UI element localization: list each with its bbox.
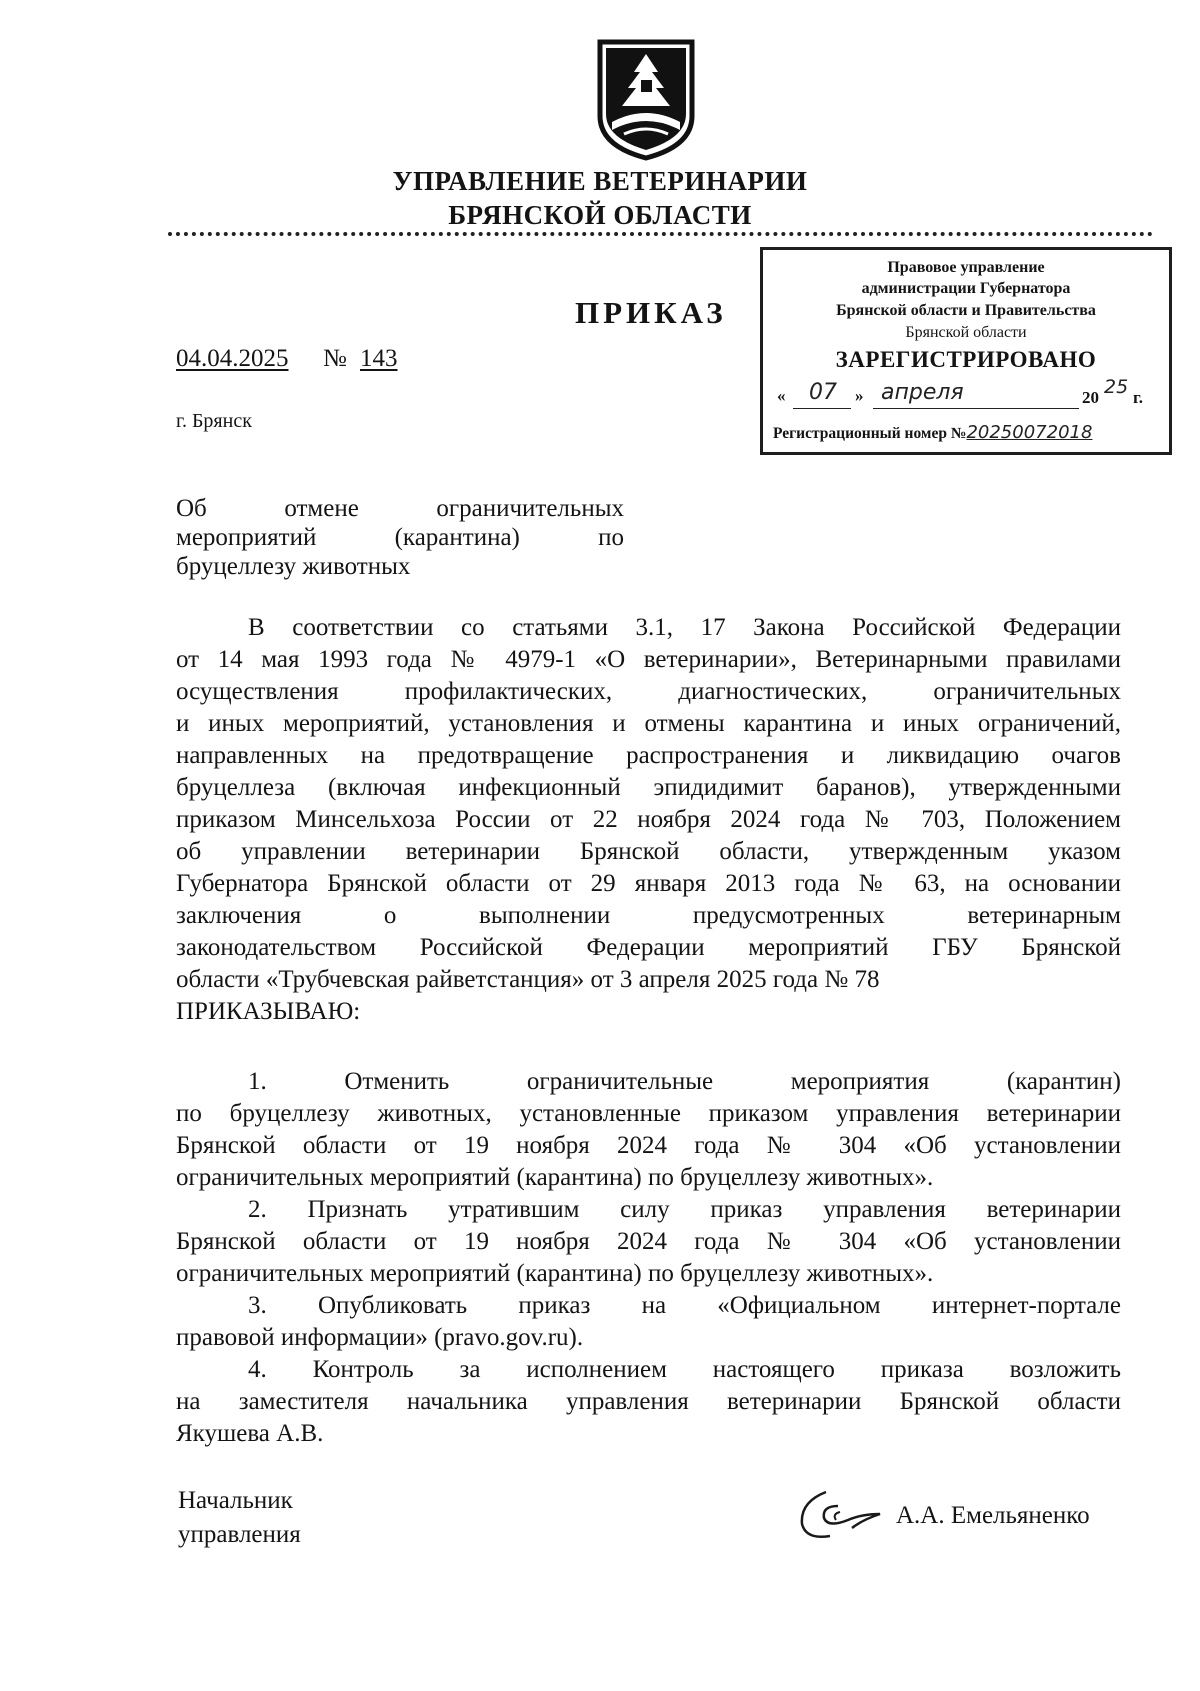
header-divider bbox=[168, 232, 1153, 236]
stamp-line3: Брянской области и Правительства bbox=[836, 302, 1096, 319]
stamp-line2: администрации Губернатора bbox=[861, 280, 1071, 297]
order-item-1-line: Брянской области от 19 ноября 2024 года № 304 «Об установлении bbox=[176, 1132, 1121, 1159]
body-line: В соответствии со статьями 3.1, 17 Закона Российской Федерации bbox=[248, 614, 1121, 641]
stamp-line4: Брянской области bbox=[905, 324, 1027, 341]
order-item-2-line: ограничительных мероприятий (карантина) по бруцеллезу животных». bbox=[176, 1260, 934, 1287]
stamp-year-prefix: 20 bbox=[1082, 388, 1099, 407]
registration-stamp bbox=[760, 247, 1172, 455]
order-item-1-line: по бруцеллезу животных, установленные приказом управления ветеринарии bbox=[176, 1100, 1121, 1127]
signatory-position-line2: управления bbox=[178, 1521, 301, 1548]
body-line: приказом Минсельхоза России от 22 ноября 2024 года № 703, Положением bbox=[176, 806, 1121, 833]
organization-name-line2: БРЯНСКОЙ ОБЛАСТИ bbox=[448, 200, 752, 230]
stamp-day: 07 bbox=[809, 380, 837, 405]
stamp-registration-number: 20250072018 bbox=[966, 422, 1093, 443]
stamp-registration-row bbox=[773, 422, 1168, 443]
order-item-2-line: Брянской области от 19 ноября 2024 года № 304 «Об установлении bbox=[176, 1228, 1121, 1255]
body-line: Губернатора Брянской области от 29 января 2013 года № 63, на основании bbox=[176, 870, 1121, 897]
body-line: от 14 мая 1993 года № 4979-1 «О ветеринарии», Ветеринарными правилами bbox=[176, 646, 1121, 673]
document-number: 143 bbox=[360, 345, 398, 372]
order-item-4-line: 4. Контроль за исполнением настоящего приказа возложить bbox=[248, 1356, 1121, 1383]
document-date: 04.04.2025 bbox=[176, 345, 289, 372]
order-item-2-line: 2. Признать утратившим силу приказ управления ветеринарии bbox=[248, 1196, 1121, 1223]
coat-of-arms-icon bbox=[594, 38, 698, 162]
body-line: и иных мероприятий, установления и отмены карантина и иных ограничений, bbox=[176, 710, 1121, 737]
order-item-1-line: 1. Отменить ограничительные мероприятия (карантин) bbox=[248, 1068, 1121, 1095]
organization-name-line1: УПРАВЛЕНИЕ ВЕТЕРИНАРИИ bbox=[392, 166, 808, 196]
stamp-open-quote: « bbox=[777, 386, 786, 405]
body-line: заключения о выполнении предусмотренных ветеринарным bbox=[176, 902, 1121, 929]
document-type-title: ПРИКАЗ bbox=[575, 295, 727, 330]
stamp-registration-label: Регистрационный номер № bbox=[773, 425, 967, 442]
signatory-position-line1: Начальник bbox=[178, 1487, 293, 1514]
subject-line2: мероприятий (карантина) по bbox=[176, 524, 624, 551]
order-item-4-line: на заместителя начальника управления ветеринарии Брянской области bbox=[176, 1388, 1121, 1415]
stamp-year-end: г. bbox=[1133, 388, 1144, 407]
order-item-4-line: Якушева А.В. bbox=[176, 1420, 324, 1447]
subject-line1: Об отмене ограничительных bbox=[176, 495, 624, 522]
stamp-day-underline bbox=[793, 408, 851, 409]
document-city: г. Брянск bbox=[176, 410, 252, 432]
subject-line3: бруцеллезу животных bbox=[176, 553, 411, 580]
body-line: об управлении ветеринарии Брянской области, утвержденным указом bbox=[176, 838, 1121, 865]
body-line: области «Трубчевская райветстанция» от 3 апреля 2025 года № 78 bbox=[176, 966, 880, 993]
stamp-close-quote: » bbox=[855, 386, 864, 405]
order-item-3-line: правовой информации» (pravo.gov.ru). bbox=[176, 1324, 584, 1351]
order-keyword: ПРИКАЗЫВАЮ: bbox=[176, 998, 361, 1025]
stamp-month-underline bbox=[873, 408, 1079, 409]
body-line: бруцеллеза (включая инфекционный эпидидимит баранов), утвержденными bbox=[176, 774, 1121, 801]
body-line: осуществления профилактических, диагностических, ограничительных bbox=[176, 678, 1121, 705]
order-item-1-line: ограничительных мероприятий (карантина) по бруцеллезу животных». bbox=[176, 1164, 934, 1191]
body-line: направленных на предотвращение распространения и ликвидацию очагов bbox=[176, 742, 1121, 769]
stamp-line1: Правовое управление bbox=[887, 259, 1045, 276]
signatory-name: А.А. Емельяненко bbox=[896, 1502, 1090, 1529]
body-line: законодательством Российской Федерации мероприятий ГБУ Брянской bbox=[176, 934, 1121, 961]
handwritten-signature-icon bbox=[796, 1484, 886, 1544]
stamp-date-row bbox=[777, 376, 1162, 412]
stamp-year-suffix: 25 bbox=[1104, 376, 1129, 398]
order-item-3-line: 3. Опубликовать приказ на «Официальном интернет-портале bbox=[248, 1292, 1121, 1319]
document-number-label: № bbox=[323, 345, 347, 372]
stamp-status: ЗАРЕГИСТРИРОВАНО bbox=[835, 347, 1097, 372]
stamp-month: апреля bbox=[881, 380, 964, 405]
